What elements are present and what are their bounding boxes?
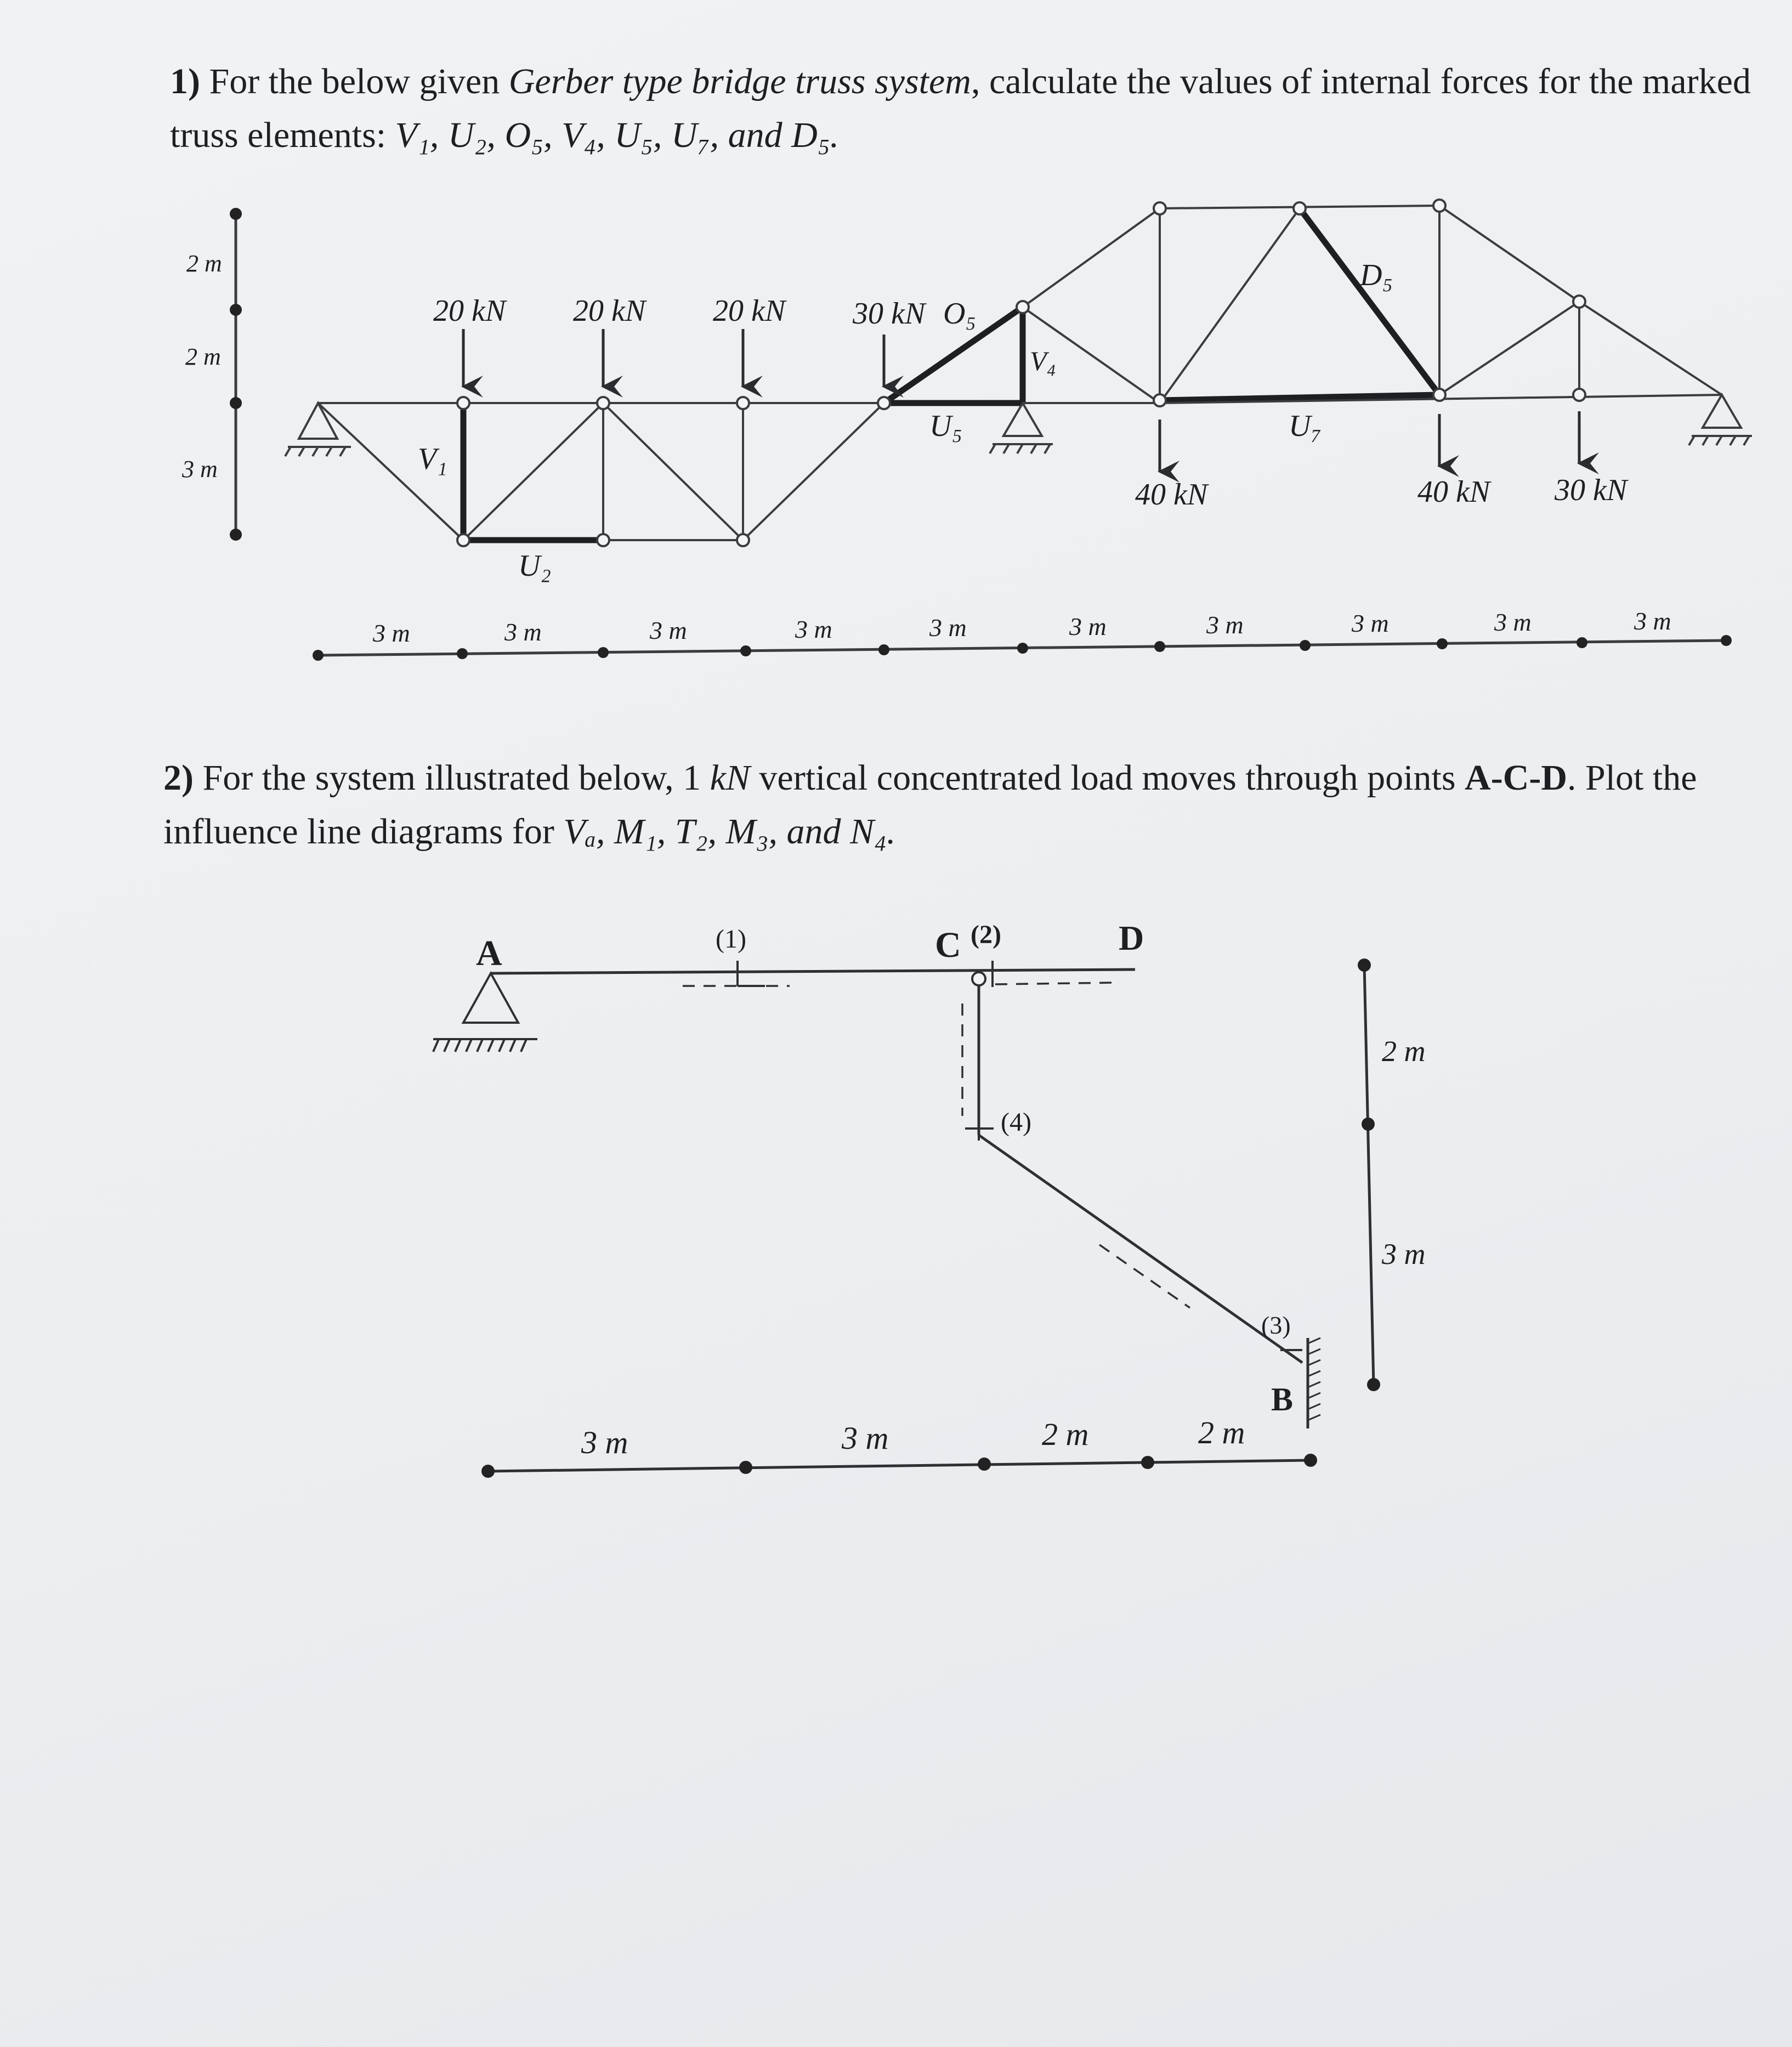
- truss-labels: [182, 250, 1671, 647]
- question-2-text-b: vertical concentrated load moves through points: [759, 758, 1456, 798]
- label-v4: V₄: [1030, 345, 1056, 376]
- load-label-3: 20 kN: [713, 294, 786, 328]
- section-3-label: (3): [1261, 1311, 1291, 1339]
- truss-figure: [230, 200, 1752, 661]
- frame-height-dimension: [1358, 959, 1380, 1391]
- height-dim-2: 2 m: [185, 343, 221, 370]
- question-1-members: V₁, U₂, O₅, V₄, U₅, U₇, and D₅.: [395, 115, 840, 155]
- question-2-diagrams: Vₐ, M₁, T₂, M₃, and N₄.: [563, 812, 896, 852]
- section-4-label: (4): [1001, 1108, 1031, 1137]
- load-label-4: 30 kN: [853, 297, 926, 331]
- truss-height-dimension: [230, 208, 242, 541]
- question-2-points: A-C-D: [1465, 758, 1567, 798]
- section-2-label: (2): [971, 920, 1001, 949]
- left-pin-support: [285, 403, 351, 456]
- span-dim-2: 3 m: [504, 618, 542, 646]
- support-b: [1308, 1338, 1320, 1428]
- support-a: [433, 973, 537, 1052]
- point-b-label: B: [1271, 1381, 1294, 1417]
- frame-figure: [433, 959, 1380, 1478]
- frame-span-dim-4: 2 m: [1198, 1415, 1245, 1450]
- label-d5: D₅: [1360, 258, 1393, 292]
- section-marks: [738, 961, 1302, 1350]
- span-dim-10: 3 m: [1634, 607, 1671, 635]
- frame-labels: [476, 918, 1426, 1460]
- section-1-label: (1): [716, 925, 746, 954]
- question-1-text-a: For the below given: [209, 61, 500, 101]
- question-2-number: 2): [163, 758, 194, 798]
- question-1-number: 1): [170, 61, 200, 101]
- truss-marked-members: [463, 208, 1439, 540]
- question-2-text-c: Plot the influence line diagrams for: [163, 758, 1697, 852]
- span-dim-1: 3 m: [373, 619, 410, 647]
- question-2-unit: kN: [710, 758, 750, 798]
- member-d5: [1300, 208, 1439, 395]
- hinge-c: [972, 972, 985, 985]
- load-label-6: 40 kN: [1417, 475, 1490, 509]
- load-label-7: 30 kN: [1555, 473, 1627, 507]
- question-2: 2) For the system illustrated below, 1 kN vertical concentrated load moves through points A-C-D. Plot the influence line diagrams for Vₐ, M₁, T₂, M₃, and N₄.: [163, 758, 1697, 852]
- right-pin-support: [1689, 395, 1752, 445]
- span-dim-8: 3 m: [1352, 609, 1389, 637]
- label-u7: U₇: [1289, 409, 1322, 443]
- frame-span-dim-2: 3 m: [842, 1420, 889, 1456]
- frame-height-dim-2: 3 m: [1382, 1238, 1426, 1271]
- label-v1: V₁: [418, 442, 447, 476]
- load-label-1: 20 kN: [433, 294, 506, 328]
- label-u5: U₅: [929, 409, 962, 443]
- frame-span-dim-1: 3 m: [581, 1425, 628, 1460]
- point-c-label: C: [935, 925, 961, 965]
- load-label-5: 40 kN: [1135, 478, 1208, 512]
- height-dim-3: 3 m: [182, 456, 218, 483]
- span-dim-9: 3 m: [1494, 608, 1532, 636]
- frame-height-dim-1: 2 m: [1382, 1035, 1426, 1068]
- label-o5: O₅: [943, 297, 976, 331]
- span-dim-5: 3 m: [929, 614, 967, 642]
- question-1-text-b: , calculate the values of internal forces for the marked truss elements:: [170, 61, 1751, 155]
- point-d-label: D: [1119, 918, 1144, 957]
- dashed-fibers: [683, 983, 1190, 1308]
- span-dim-6: 3 m: [1069, 613, 1107, 640]
- span-dim-4: 3 m: [795, 615, 832, 643]
- frame-span-dim-3: 2 m: [1042, 1416, 1089, 1452]
- span-dim-7: 3 m: [1206, 611, 1244, 639]
- middle-pin-support: [990, 403, 1053, 453]
- point-a-label: A: [476, 933, 502, 973]
- load-label-2: 20 kN: [573, 294, 646, 328]
- question-2-text-a: For the system illustrated below, 1: [202, 758, 701, 798]
- label-u2: U₂: [518, 549, 551, 583]
- question-1-emphasis: Gerber type bridge truss system: [508, 61, 971, 101]
- span-dim-3: 3 m: [650, 616, 687, 644]
- height-dim-1: 2 m: [186, 250, 222, 277]
